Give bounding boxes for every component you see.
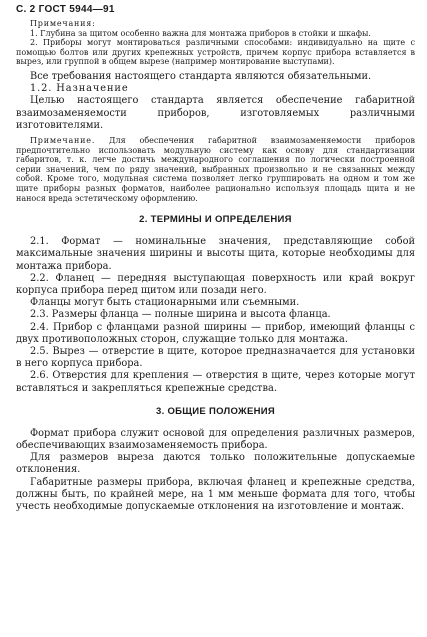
page-header: С. 2 ГОСТ 5944—91: [16, 4, 115, 15]
general-paragraph: Для размеров выреза даются только положительные допускаемые отклонения.: [16, 452, 415, 476]
general-paragraph: Формат прибора служит основой для определения различных размеров, обеспечивающих взаимозаменяемость прибора.: [16, 427, 415, 451]
section-2-body: [16, 236, 415, 395]
notes-label: Примечания:: [30, 19, 96, 28]
purpose-paragraph: Целью настоящего стандарта является обеспечение габаритной взаимозаменяемости приборов, изготовляемых различными изготовителями.: [16, 95, 415, 131]
note-item: 1. Глубина за щитом особенно важна для монтажа приборов в стойки и шкафы.: [30, 28, 371, 38]
note-paragraph: [16, 136, 415, 203]
definition-paragraph: 2.1. Формат — номинальные значения, представляющие собой максимальные значения ширины и высоты щита, которые необходимы для монтажа прибора.: [16, 236, 415, 272]
section-3-title: 3. ОБЩИЕ ПОЛОЖЕНИЯ: [155, 405, 275, 417]
section-2-title: 2. ТЕРМИНЫ И ОПРЕДЕЛЕНИЯ: [139, 214, 292, 226]
requirements-paragraph: Все требования настоящего стандарта являются обязательными.: [30, 70, 372, 82]
definition-paragraph: 2.6. Отверстия для крепления — отверстия в щите, через которые могут вставляться и закрепляться крепежные средства.: [16, 370, 415, 394]
general-paragraph: Габаритные размеры прибора, включая фланец и крепежные средства, должны быть, по крайней мере, на 1 мм меньше формата для того, чтобы учесть необходимые допускаемые отклонения на изготовление и монтаж.: [16, 476, 415, 512]
definition-paragraph: 2.3. Размеры фланца — полные ширина и высота фланца.: [30, 309, 331, 321]
intro-block: [16, 71, 415, 132]
note-item: 2. Приборы могут монтироваться различными способами: индивидуально на щите с помощью болтов или других крепежных устройств, причем корпус прибора вставляется в вырез, или группой в общем вырезе (например монтирование выступами).: [16, 38, 415, 67]
definition-paragraph: Фланцы могут быть стационарными или съемными.: [30, 297, 300, 309]
definition-paragraph: 2.2. Фланец — передняя выступающая поверхность или край вокруг корпуса прибора перед щитом или позади него.: [16, 272, 415, 296]
section-1-2-heading: 1.2. Назначение: [30, 83, 129, 95]
note-text: Для обеспечения габаритной взаимозаменяемости приборов предпочтительно использовать модульную систему как основу для стандартизации габаритов, т. к. легче достичь международного соглашения по логически построенной серии значений, чем по ряду значений, выбранных произвольно и не связанных между собой. Кроме того, модульная система позволяет легко группировать на одном и том же щите приборы разных форматов, наиболее рационально используя площадь щита и не нанося вреда эстетическому оформлению.: [16, 135, 415, 203]
notes-block: [16, 19, 415, 67]
note-label: Примечание.: [30, 135, 96, 145]
definition-paragraph: 2.5. Вырез — отверстие в щите, которое предназначается для установки в него корпуса прибора.: [16, 345, 415, 370]
definition-paragraph: 2.4. Прибор с фланцами разной ширины — прибор, имеющий фланцы с двух противоположных сторон, служащие только для монтажа.: [16, 321, 415, 345]
note-block: [16, 136, 415, 203]
section-3-body: [16, 428, 415, 513]
